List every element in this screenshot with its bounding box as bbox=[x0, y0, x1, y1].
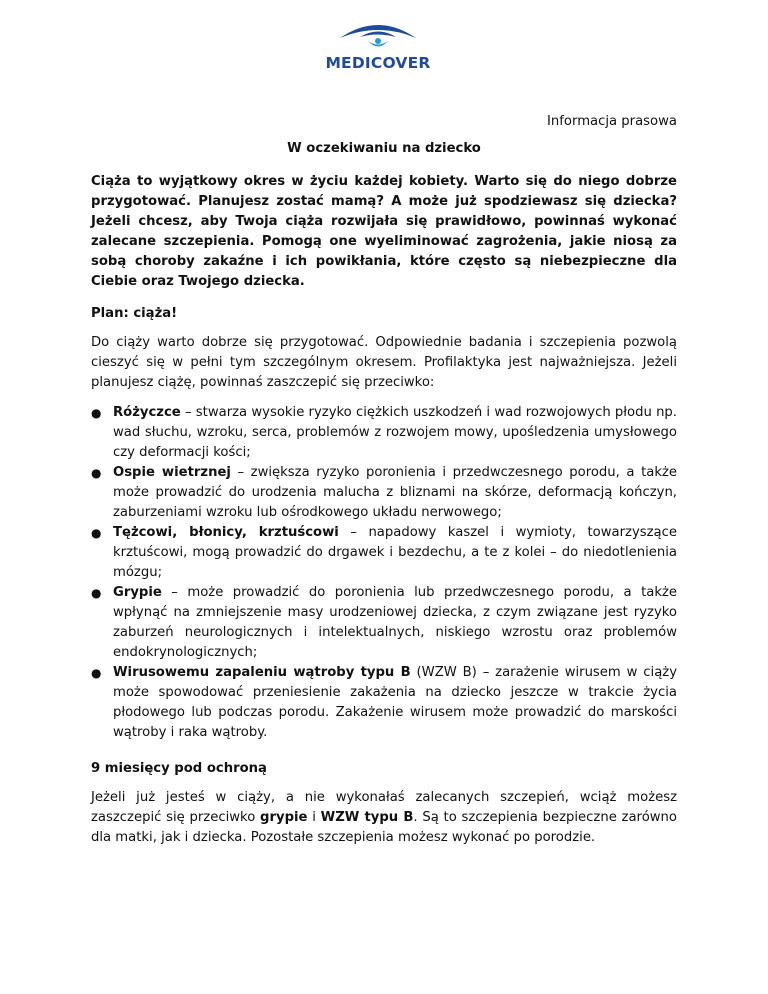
vaccine-name: Ospie wietrznej bbox=[113, 465, 231, 480]
list-item bbox=[91, 523, 677, 583]
vaccine-name: Tężcowi, błonicy, krztuścowi bbox=[113, 525, 339, 540]
list-item bbox=[91, 463, 677, 523]
protection-text-1: Jeżeli już jesteś w ciąży, a nie wykonałaś zalecanych szczepień, wciąż możesz zaszczepić się przeciwko bbox=[91, 790, 677, 825]
medicover-arc-icon bbox=[330, 14, 426, 54]
vaccine-description: – może prowadzić do poronienia lub przedwczesnego porodu, a także wpłynąć na zmniejszenie masy urodzeniowej dziecka, z czym związane jest ryzyko zaburzeń neurologicznych i intelektualnych, niskiego wzrostu oraz problemów endokrynologicznych; bbox=[113, 585, 677, 660]
bullet-icon: ● bbox=[91, 586, 102, 600]
vaccine-description: – napadowy kaszel i wymioty, towarzyszące krztuścowi, mogą prowadzić do drgawek i bezdechu, a te z kolei – do niedotlenienia mózgu; bbox=[113, 525, 677, 580]
plan-paragraph: Do ciąży warto dobrze się przygotować. Odpowiednie badania i szczepienia pozwolą cieszyć się w pełni tym szczególnym okresem. Profilaktyka jest najważniejsza. Jeżeli planujesz ciążę, powinnaś zaszczepić się przeciwko: bbox=[91, 335, 677, 390]
protection-text-3: . Są to szczepienia bezpieczne zarówno dla matki, jak i dziecka. Pozostałe szczepienia możesz wykonać po porodzie. bbox=[91, 810, 677, 845]
vaccine-name: Grypie bbox=[113, 585, 162, 600]
section-heading-protection: 9 miesięcy pod ochroną bbox=[91, 761, 267, 776]
protection-text-2: i bbox=[307, 810, 321, 825]
logo-wordmark: MEDICOVER bbox=[325, 54, 431, 72]
section-heading-plan: Plan: ciąża! bbox=[91, 306, 178, 321]
medicover-logo bbox=[318, 14, 438, 76]
bullet-icon: ● bbox=[91, 526, 102, 540]
list-item bbox=[91, 663, 677, 743]
lead-paragraph: Ciąża to wyjątkowy okres w życiu każdej kobiety. Warto się do niego dobrze przygotować. Planujesz zostać mamą? A może już spodziewasz się dziecka? Jeżeli chcesz, aby Twoja ciąża rozwijała się prawidłowo, powinnaś wykonać zalecane szczepienia. Pomogą one wyeliminować zagrożenia, jakie niosą za sobą choroby zakaźne i ich powikłania, które często są niebezpieczne dla Ciebie oraz Twojego dziecka. bbox=[91, 174, 677, 289]
protection-bold-hepb: WZW typu B bbox=[320, 810, 414, 825]
vaccine-description: – stwarza wysokie ryzyko ciężkich uszkodzeń i wad rozwojowych płodu np. wad słuchu, wzroku, serca, problemów z rozwojem mowy, upośledzenia umysłowego czy deformacji kości; bbox=[113, 405, 677, 460]
bullet-icon: ● bbox=[91, 406, 102, 420]
vaccine-name: Różyczce bbox=[113, 405, 181, 420]
protection-bold-flu: grypie bbox=[260, 810, 308, 825]
vaccine-description: – zwiększa ryzyko poronienia i przedwczesnego porodu, a także może prowadzić do urodzenia malucha z bliznami na skórze, deformacją kończyn, zaburzeniami wzroku lub ośrodkowego układu nerwowego; bbox=[113, 465, 677, 520]
vaccine-name: Wirusowemu zapaleniu wątroby typu B bbox=[113, 665, 411, 680]
press-release-label: Informacja prasowa bbox=[547, 114, 677, 129]
press-release bbox=[91, 112, 677, 858]
list-item bbox=[91, 403, 677, 463]
bullet-icon: ● bbox=[91, 666, 102, 680]
vaccine-list bbox=[91, 403, 677, 743]
list-item bbox=[91, 583, 677, 663]
vaccine-description: (WZW B) – zarażenie wirusem w ciąży może spowodować przeniesienie zakażenia na dziecko jeszcze w trakcie życia płodowego lub podczas porodu. Zakażenie wirusem może prowadzić do marskości wątroby i raka wątroby. bbox=[113, 665, 677, 740]
protection-paragraph bbox=[91, 788, 677, 848]
bullet-icon: ● bbox=[91, 466, 102, 480]
document-title: W oczekiwaniu na dziecko bbox=[287, 141, 481, 156]
